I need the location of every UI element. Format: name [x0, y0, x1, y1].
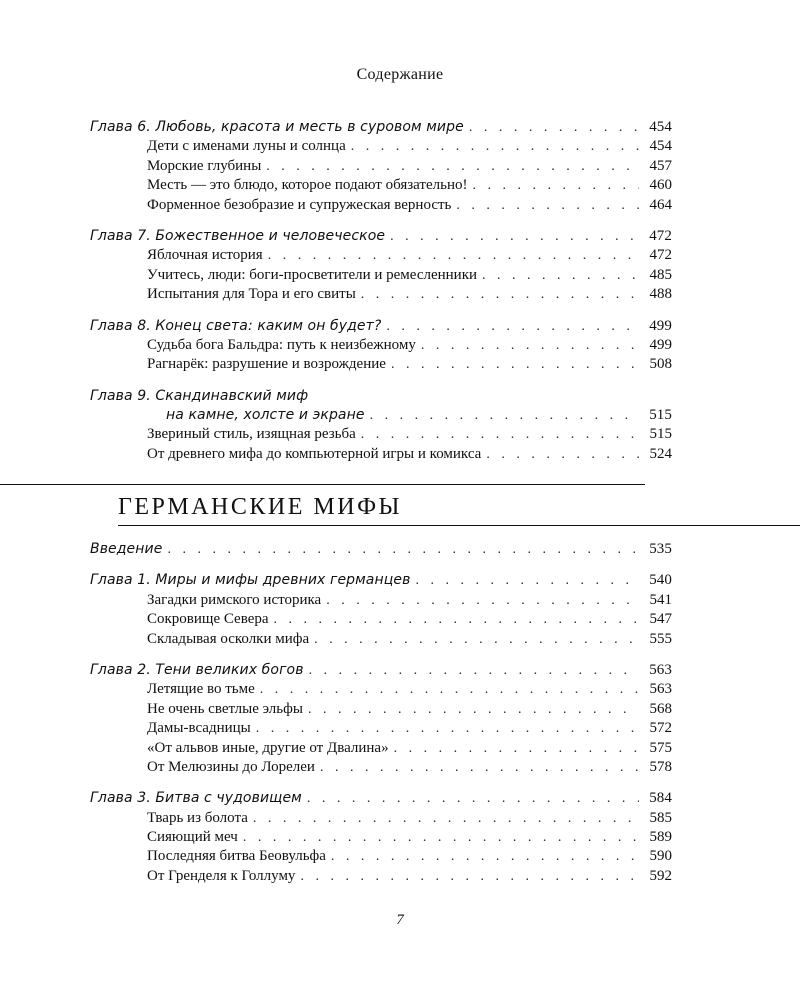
- toc-chapter: [90, 387, 672, 465]
- toc-entry-title: От Мелюзины до Лорелеи: [147, 758, 315, 775]
- toc-chapter-row-continued[interactable]: [90, 406, 672, 425]
- toc-entry-row[interactable]: [90, 809, 672, 828]
- toc-leader: [253, 809, 639, 828]
- toc-chapter-row[interactable]: [90, 540, 672, 559]
- toc-page-number: 488: [649, 286, 672, 303]
- toc-entry-row[interactable]: [90, 137, 672, 156]
- toc-leader: [351, 137, 639, 156]
- toc-leader: [256, 719, 639, 738]
- toc-entry-row[interactable]: [90, 630, 672, 649]
- toc-chapter-row[interactable]: [90, 118, 672, 137]
- toc-chapter: [90, 118, 672, 215]
- toc-page-number: 464: [649, 196, 672, 213]
- toc-entry-title: Сокровище Севера: [147, 611, 269, 628]
- toc-entry-row[interactable]: [90, 758, 672, 777]
- toc-entry-title: Месть — это блюдо, которое подают обязательно!: [147, 177, 468, 194]
- toc-chapter-title: Глава 7. Божественное и человеческое: [90, 227, 386, 244]
- toc-entry-title: От древнего мифа до компьютерной игры и комикса: [147, 445, 482, 462]
- toc-page-number: 457: [649, 157, 672, 174]
- toc-page-number: 572: [649, 720, 672, 737]
- toc-page-number: 515: [649, 407, 672, 424]
- toc-chapter-title: Глава 6. Любовь, красота и месть в суровом мире: [90, 119, 464, 135]
- section-divider-bottom: [118, 525, 800, 526]
- toc-chapter-row[interactable]: [90, 571, 672, 590]
- toc-page-number: 547: [649, 611, 672, 628]
- toc-entry-title: Загадки римского историка: [147, 591, 322, 608]
- toc-entry-row[interactable]: [90, 425, 672, 444]
- toc-entry-row[interactable]: [90, 246, 672, 265]
- toc-entry-title: Дамы-всадницы: [147, 720, 251, 737]
- toc-page-number: 535: [649, 541, 672, 557]
- toc-entry-row[interactable]: [90, 700, 672, 719]
- toc-entry-title: Складывая осколки мифа: [147, 630, 310, 647]
- toc-intro: [90, 540, 672, 559]
- toc-entry-row[interactable]: [90, 719, 672, 738]
- toc-page-number: 454: [649, 119, 672, 135]
- toc-entry-row[interactable]: [90, 847, 672, 866]
- toc-chapter-title: Глава 1. Миры и мифы древних германцев: [90, 572, 411, 589]
- toc-page-number: 454: [649, 138, 672, 155]
- toc-leader: [314, 630, 639, 649]
- toc-entry-row[interactable]: [90, 445, 672, 464]
- toc-entry-title: Тварь из болота: [147, 809, 248, 826]
- toc-entry-row[interactable]: [90, 176, 672, 195]
- toc-entry-title: Яблочная история: [147, 247, 263, 264]
- toc-page-number: 563: [649, 681, 672, 698]
- toc-page-number: 499: [649, 317, 672, 334]
- toc-leader: [391, 355, 639, 374]
- toc-leader: [268, 246, 639, 265]
- toc-page-number: 499: [649, 336, 672, 353]
- toc-leader: [390, 227, 639, 246]
- toc-leader: [415, 571, 639, 590]
- toc-entry-row[interactable]: [90, 610, 672, 629]
- toc-entry-title: Летящие во тьме: [147, 681, 255, 698]
- toc-entry-title: Судьба бога Бальдра: путь к неизбежному: [147, 336, 416, 353]
- toc-leader: [266, 157, 639, 176]
- toc-page-number: 585: [649, 809, 672, 826]
- toc-page-number: 508: [649, 356, 672, 373]
- toc-entry-row[interactable]: [90, 336, 672, 355]
- toc-entry-row[interactable]: [90, 680, 672, 699]
- toc-chapter: [90, 661, 672, 777]
- toc-entry-title: Форменное безобразие и супружеская верность: [147, 196, 452, 213]
- toc-page-number: 540: [649, 572, 672, 589]
- toc-entry-title: От Гренделя к Голлуму: [147, 867, 296, 884]
- toc-leader: [274, 610, 639, 629]
- toc-page-number: 472: [649, 227, 672, 244]
- toc-page-number: 460: [649, 177, 672, 194]
- toc-chapter-row[interactable]: [90, 661, 672, 680]
- toc-entry-row[interactable]: [90, 867, 672, 886]
- toc-leader: [394, 739, 639, 758]
- toc-leader: [456, 196, 639, 215]
- toc-leader: [370, 406, 639, 425]
- toc-leader: [386, 317, 639, 336]
- toc-leader: [482, 266, 639, 285]
- toc-entry-title: «От альвов иные, другие от Двалина»: [147, 739, 389, 756]
- toc-leader: [331, 847, 639, 866]
- toc-leader: [472, 176, 639, 195]
- toc-entry-title: Морские глубины: [147, 157, 262, 174]
- toc-chapter-title-continued: на камне, холсте и экране: [166, 407, 365, 424]
- toc-entry-row[interactable]: [90, 285, 672, 304]
- section-divider-top: [0, 484, 645, 485]
- toc-leader: [361, 425, 639, 444]
- toc-entry-title: Последняя битва Беовульфа: [147, 848, 326, 865]
- toc-leader: [361, 285, 639, 304]
- toc-chapter-title: Глава 2. Тени великих богов: [90, 661, 304, 678]
- toc-page-number: 555: [649, 630, 672, 647]
- toc-entry-title: Сияющий меч: [147, 829, 238, 846]
- toc-leader: [243, 828, 639, 847]
- toc-entry-title: Не очень светлые эльфы: [147, 700, 303, 717]
- toc-chapter-title: Глава 3. Битва с чудовищем: [90, 790, 302, 807]
- toc-section-a: [90, 118, 672, 476]
- toc-leader: [469, 118, 639, 137]
- toc-section-b: [90, 540, 672, 898]
- toc-entry-row[interactable]: [90, 355, 672, 374]
- toc-entry-row[interactable]: [90, 739, 672, 758]
- toc-chapter-row[interactable]: [90, 387, 672, 406]
- toc-leader: [421, 336, 639, 355]
- toc-chapter-row[interactable]: [90, 789, 672, 808]
- toc-leader: [260, 680, 639, 699]
- toc-chapter-row[interactable]: [90, 317, 672, 336]
- toc-leader: [167, 540, 639, 559]
- section-title: ГЕРМАНСКИЕ МИФЫ: [118, 494, 402, 520]
- toc-page-number: 575: [649, 739, 672, 756]
- toc-entry-row[interactable]: [90, 157, 672, 176]
- toc-page-number: 563: [649, 661, 672, 678]
- toc-page-number: 472: [649, 247, 672, 264]
- toc-entry-row[interactable]: [90, 828, 672, 847]
- toc-entry-title: Рагнарёк: разрушение и возрождение: [147, 356, 386, 373]
- toc-entry-row[interactable]: [90, 591, 672, 610]
- toc-chapter: [90, 317, 672, 375]
- toc-page-number: 568: [649, 700, 672, 717]
- toc-page-number: 584: [649, 790, 672, 807]
- toc-leader: [300, 867, 639, 886]
- toc-page-number: 590: [649, 848, 672, 865]
- toc-leader: [309, 661, 639, 680]
- toc-page-number: 592: [649, 867, 672, 884]
- toc-leader: [486, 445, 639, 464]
- toc-leader: [326, 591, 639, 610]
- toc-entry-title: Звериный стиль, изящная резьба: [147, 426, 356, 443]
- toc-leader: [320, 758, 639, 777]
- running-head: Содержание: [356, 66, 444, 83]
- toc-page-number: 524: [649, 445, 672, 462]
- toc-chapter-row[interactable]: [90, 227, 672, 246]
- toc-leader: [307, 789, 639, 808]
- toc-chapter: [90, 789, 672, 886]
- page-number: 7: [396, 912, 404, 928]
- toc-chapter: [90, 571, 672, 649]
- toc-entry-title: Дети с именами луны и солнца: [147, 138, 346, 155]
- toc-entry-row[interactable]: [90, 266, 672, 285]
- toc-page-number: 578: [649, 758, 672, 775]
- toc-leader: [308, 700, 639, 719]
- toc-entry-title: Учитесь, люди: боги-просветители и ремесленники: [147, 266, 478, 283]
- toc-entry-row[interactable]: [90, 196, 672, 215]
- toc-page-number: 515: [649, 426, 672, 443]
- toc-chapter-title: Введение: [90, 541, 163, 557]
- toc-entry-title: Испытания для Тора и его свиты: [147, 286, 356, 303]
- toc-chapter-title: Глава 8. Конец света: каким он будет?: [90, 317, 382, 334]
- toc-page-number: 541: [649, 591, 672, 608]
- toc-chapter-title: Глава 9. Скандинавский миф: [90, 387, 309, 404]
- toc-page-number: 589: [649, 829, 672, 846]
- toc-page-number: 485: [649, 266, 672, 283]
- toc-chapter: [90, 227, 672, 305]
